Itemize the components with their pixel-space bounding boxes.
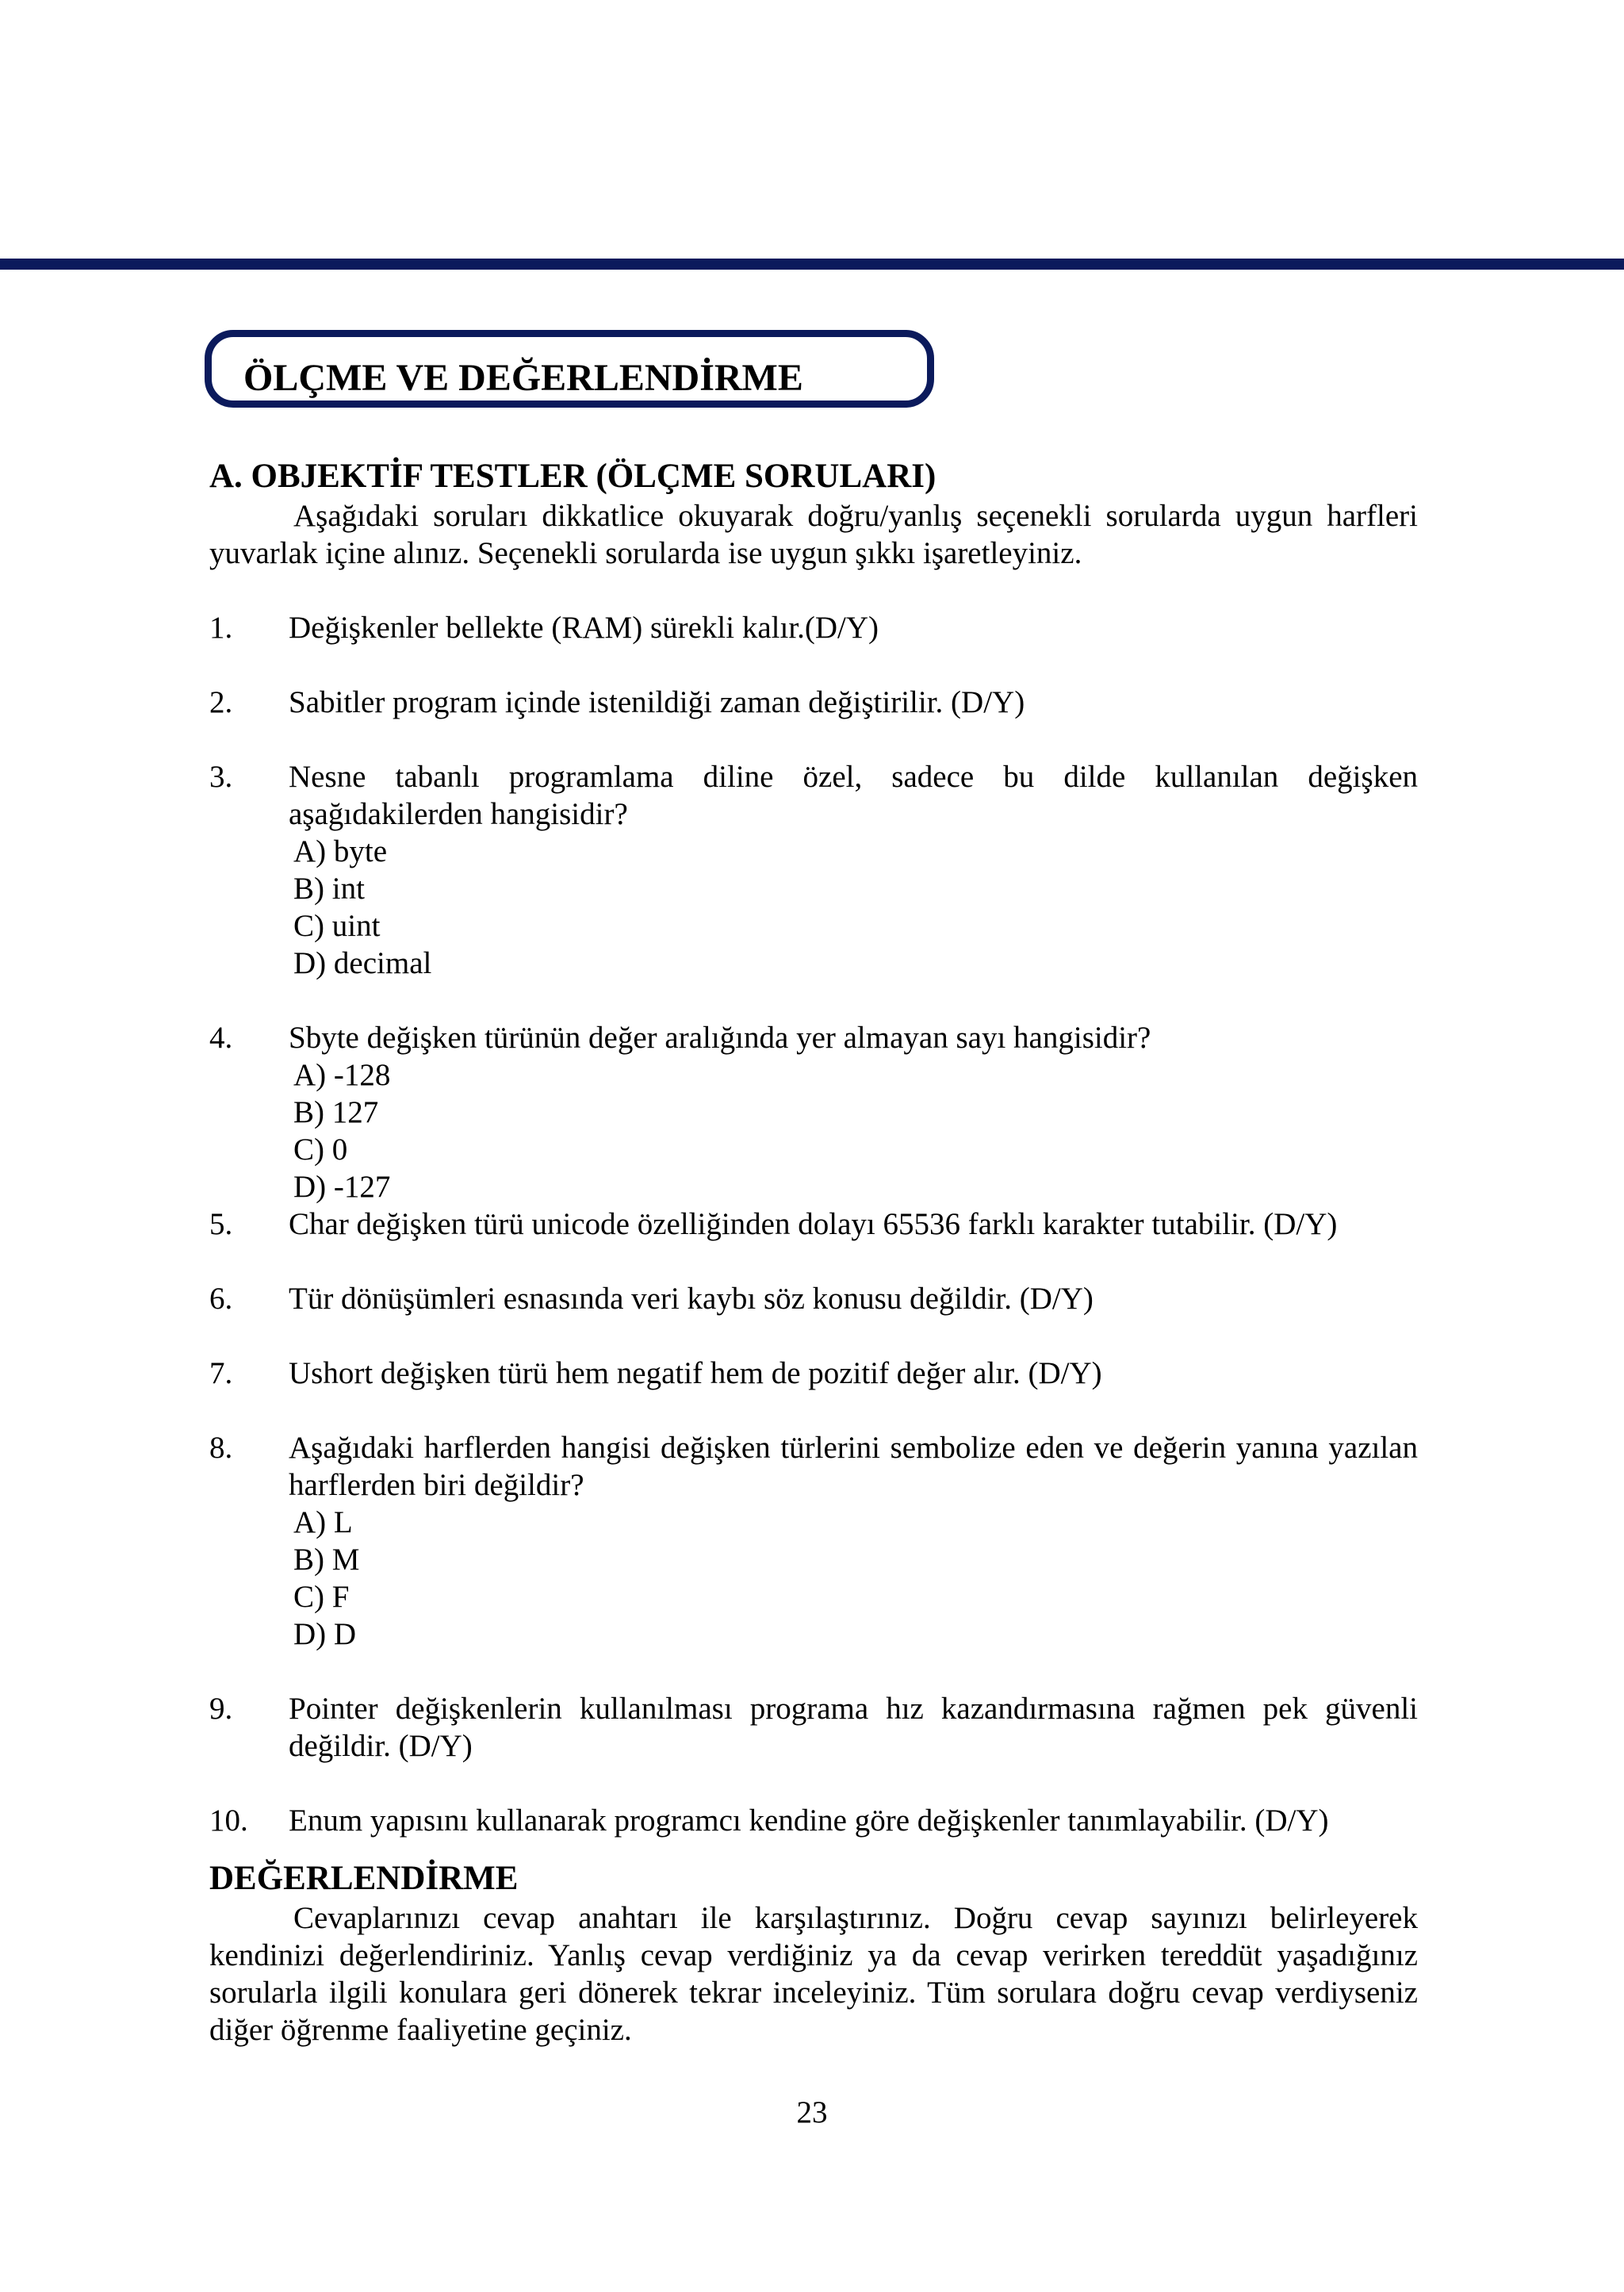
question-3 <box>209 758 1418 982</box>
option-c: C) F <box>293 1580 350 1614</box>
question-text: Tür dönüşümleri esnasında veri kaybı söz konusu değildir. (D/Y) <box>289 1282 1094 1316</box>
question-number: 8. <box>209 1431 233 1465</box>
question-number: 7. <box>209 1356 233 1390</box>
question-6 <box>209 1280 1418 1317</box>
question-text: Char değişken türü unicode özelliğinden dolayı 65536 farklı karakter tutabilir. (D/Y) <box>289 1207 1338 1241</box>
question-7 <box>209 1355 1418 1392</box>
page-number: 23 <box>796 2095 828 2129</box>
question-text: Enum yapısını kullanarak programcı kendine göre değişkenler tanımlayabilir. (D/Y) <box>289 1803 1329 1838</box>
question-1 <box>209 609 1418 646</box>
option-b: B) M <box>293 1543 360 1577</box>
option-a: A) byte <box>293 834 388 868</box>
question-8 <box>209 1429 1418 1653</box>
question-number: 5. <box>209 1207 233 1241</box>
question-text: Sbyte değişken türünün değer aralığında yer almayan sayı hangisidir? <box>289 1021 1151 1055</box>
option-d: D) D <box>293 1617 357 1651</box>
question-text: Aşağıdaki harflerden hangisi değişken türlerini sembolize eden ve değerin yanına yazılan harflerden biri değildir? <box>289 1431 1418 1502</box>
option-d: D) -127 <box>293 1170 391 1204</box>
spacer <box>209 982 1418 1019</box>
evaluation-heading: DEĞERLENDİRME <box>209 1860 519 1897</box>
question-text: Pointer değişkenlerin kullanılması programa hız kazandırmasına rağmen pek güvenli değildir. (D/Y) <box>289 1692 1418 1763</box>
option-b: B) int <box>293 872 365 906</box>
option-a: A) L <box>293 1505 353 1539</box>
spacer <box>209 1765 1418 1802</box>
option-b: B) 127 <box>293 1095 379 1129</box>
spacer <box>209 1392 1418 1429</box>
question-number: 2. <box>209 685 233 719</box>
spacer <box>209 721 1418 758</box>
question-number: 3. <box>209 760 233 794</box>
spacer <box>209 1243 1418 1280</box>
question-number: 6. <box>209 1282 233 1316</box>
answer-options <box>289 833 1418 982</box>
question-text: Ushort değişken türü hem negatif hem de pozitif değer alır. (D/Y) <box>289 1356 1102 1390</box>
option-d: D) decimal <box>293 946 432 980</box>
question-10 <box>209 1802 1418 1839</box>
question-4 <box>209 1019 1418 1205</box>
option-c: C) uint <box>293 909 381 943</box>
question-text: Nesne tabanlı programlama diline özel, sadece bu dilde kullanılan değişken aşağıdakilerden hangisidir? <box>289 760 1418 831</box>
title-box <box>205 330 934 408</box>
page-title: ÖLÇME VE DEĞERLENDİRME <box>243 357 803 399</box>
answer-options <box>289 1056 1418 1205</box>
question-5 <box>209 1205 1418 1243</box>
evaluation-text: Cevaplarınızı cevap anahtarı ile karşılaştırınız. Doğru cevap sayınızı belirleyerek kendinizi değerlendiriniz. Yanlış cevap verdiğiniz ya da cevap verirken tereddüt yaşadığınız sorularla ilgili konulara geri dönerek tekrar inceleyiniz. Tüm sorulara doğru cevap verdiyseniz diğer öğrenme faaliyetine geçiniz. <box>209 1901 1418 2047</box>
section-intro: Aşağıdaki soruları dikkatlice okuyarak doğru/yanlış seçenekli sorularda uygun harfleri yuvarlak içine alınız. Seçenekli sorularda ise uygun şıkkı işaretleyiniz. <box>209 499 1418 570</box>
question-number: 1. <box>209 611 233 645</box>
document-body <box>209 456 1418 2049</box>
spacer <box>209 1317 1418 1355</box>
option-c: C) 0 <box>293 1133 348 1167</box>
question-number: 10. <box>209 1803 248 1838</box>
section-heading: A. OBJEKTİF TESTLER (ÖLÇME SORULARI) <box>209 458 936 495</box>
spacer <box>209 572 1418 609</box>
spacer <box>209 1839 1418 1858</box>
answer-options <box>289 1504 1418 1653</box>
header-rule <box>0 259 1624 270</box>
spacer <box>209 1653 1418 1690</box>
question-9 <box>209 1690 1418 1765</box>
question-number: 9. <box>209 1692 233 1726</box>
question-2 <box>209 684 1418 721</box>
spacer <box>209 646 1418 684</box>
question-number: 4. <box>209 1021 233 1055</box>
question-text: Sabitler program içinde istenildiği zaman değiştirilir. (D/Y) <box>289 685 1025 719</box>
question-text: Değişkenler bellekte (RAM) sürekli kalır.(D/Y) <box>289 611 879 645</box>
option-a: A) -128 <box>293 1058 391 1092</box>
